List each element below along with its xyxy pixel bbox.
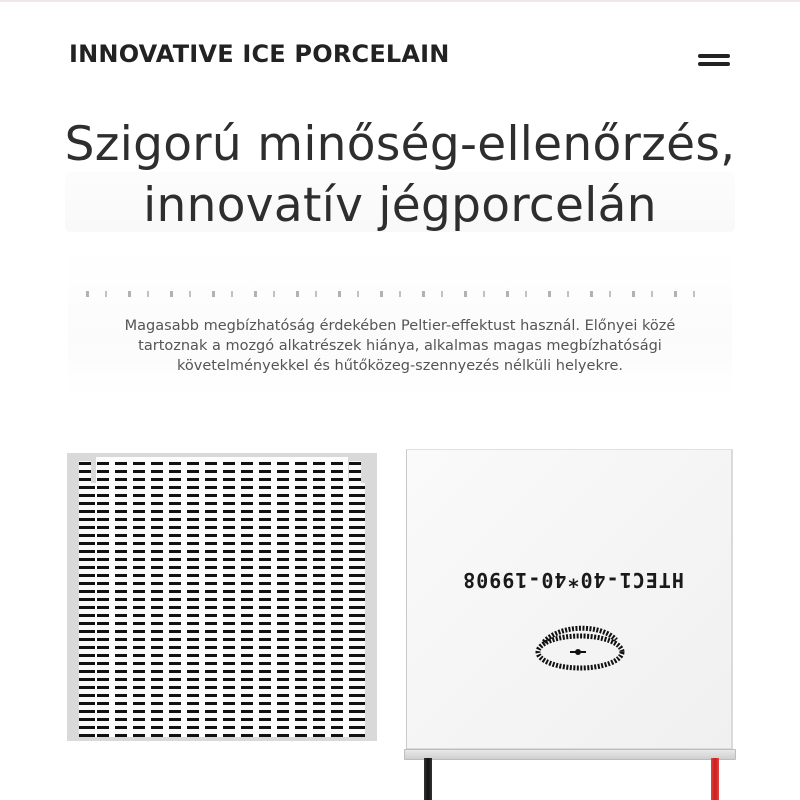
hero-title-line-2: innovatív jégporcelán [143,178,657,233]
menu-line-bottom [698,62,730,66]
hero-title [0,114,800,236]
hero-title-line-1: Szigorú minőség-ellenőrzés, [64,117,736,172]
faded-text-artifact [86,291,708,297]
brand-logo-icon [530,620,630,680]
red-lead-wire [711,758,719,800]
pellet-column-left [79,483,95,737]
description-line-1: Magasabb megbízhatóság érdekében Peltier-effektust használ. Előnyei közé [124,318,676,334]
menu-line-top [698,54,730,58]
pellet-array [79,461,365,737]
description-text [70,316,730,376]
pellet-column-right [349,483,365,737]
pellet-grid-image [67,453,377,741]
description-line-2: tartoznak a mozgó alkatrészek hiánya, alkalmas magas megbízhatósági [138,338,662,354]
hamburger-menu-icon[interactable] [696,53,732,69]
description-line-3: követelményekkel és hűtőközeg-szennyezés nélküli helyekre. [176,358,624,374]
top-divider [0,0,800,2]
black-lead-wire [424,758,432,800]
tec-module-image [406,449,733,750]
module-model-label: HTEC1-40*40-19908 [462,568,684,592]
brand-title: INNOVATIVE ICE PORCELAIN [69,40,450,68]
module-bottom-plate [404,749,736,760]
